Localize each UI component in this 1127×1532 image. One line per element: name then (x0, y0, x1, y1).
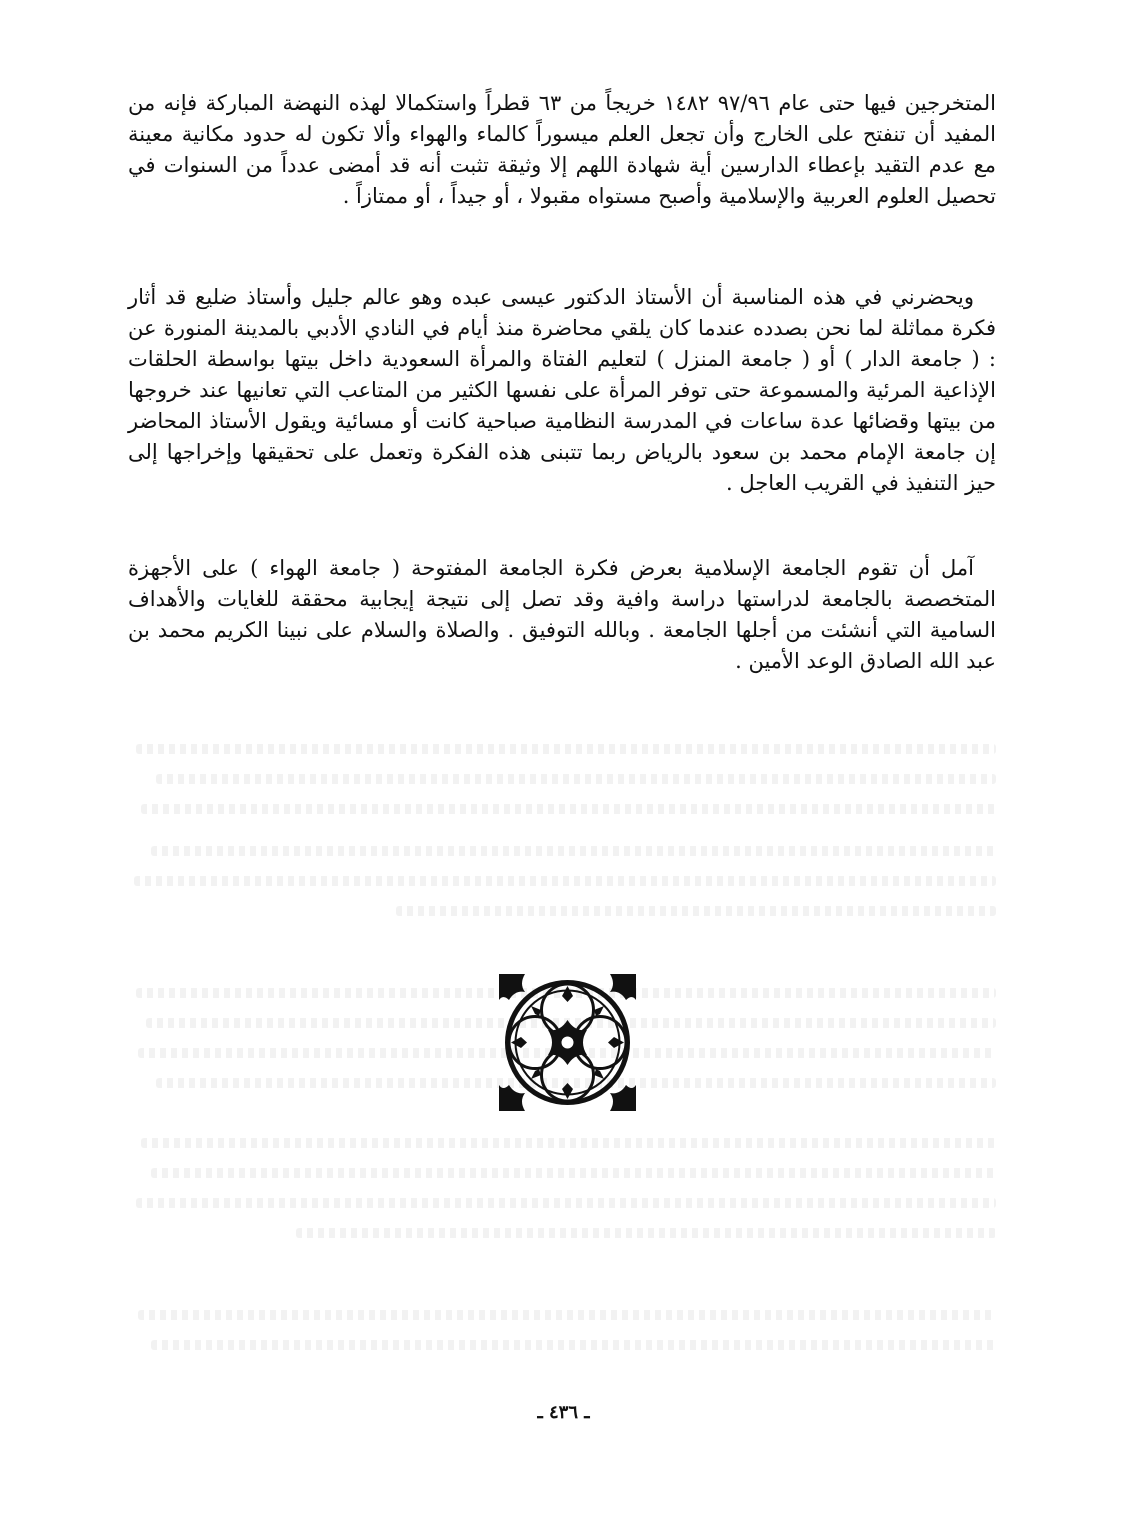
bleed-through-line (138, 1310, 996, 1320)
paragraph-1: المتخرجين فيها حتى عام ٩٧/٩٦ ١٤٨٢ خريجاً من ٦٣ قطراً واستكمالا لهذه النهضة المباركة فإنه من المفيد أن تنفتح على الخارج وأن تجعل العلم ميسوراً كالماء والهواء وألا تكون له حدود مكانية معينة مع عدم التقيد بإعطاء الدارسين أية شهادة اللهم إلا وثيقة تثبت أنه قد أمضى عدداً من السنوات في تحصيل العلوم العربية والإسلامية وأصبح مستواه مقبولا ، أو جيداً ، أو ممتازاً . (128, 91, 996, 208)
bleed-through-line (156, 774, 996, 784)
page-number: ـ ٤٣٦ ـ (537, 1402, 590, 1423)
bleed-through-line (151, 846, 996, 856)
bleed-through-line (396, 906, 996, 916)
bleed-through-line (151, 1340, 996, 1350)
bleed-through-line (136, 1198, 996, 1208)
bleed-through-line (151, 1168, 996, 1178)
ornament-corner-top-left (499, 974, 525, 1000)
bleed-through-line (134, 876, 996, 886)
paragraph-2: ويحضرني في هذه المناسبة أن الأستاذ الدكتور عيسى عبده وهو عالم جليل وأستاذ ضليع قد أثار فكرة مماثلة لما نحن بصدده عندما كان يلقي محاضرة منذ أيام في النادي الأدبي بالمدينة المنورة عن : ( جامعة الدار ) أو ( جامعة المنزل ) لتعليم الفتاة والمرأة السعودية داخل بيتها بواسطة الحلقات الإذاعية المرئية والمسموعة حتى توفر المرأة على نفسها الكثير من المتاعب التي تعانيها عند خروجها من بيتها وقضائها عدة ساعات في المدرسة النظامية صباحية كانت أو مسائية ويقول الأستاذ المحاضر إن جامعة الإمام محمد بن سعود بالرياض ربما تتبنى هذه الفكرة وتعمل على تحقيقها وإخراجها إلى حيز التنفيذ في القريب العاجل . (128, 285, 996, 495)
bleed-through-line (141, 804, 996, 814)
bleed-through-line (136, 744, 996, 754)
bleed-through-line (141, 1138, 996, 1148)
paragraph-3: آمل أن تقوم الجامعة الإسلامية بعرض فكرة الجامعة المفتوحة ( جامعة الهواء ) على الأجهزة المتخصصة بالجامعة لدراستها دراسة وافية وقد تصل إلى نتيجة إيجابية محققة للغايات والأهداف السامية التي أنشئت من أجلها الجامعة . وبالله التوفيق . والصلاة والسلام على نبينا الكريم محمد بن عبد الله الصادق الوعد الأمين . (128, 556, 996, 673)
bleed-through-line (296, 1228, 996, 1238)
arabesque-ornament-icon (495, 970, 640, 1115)
